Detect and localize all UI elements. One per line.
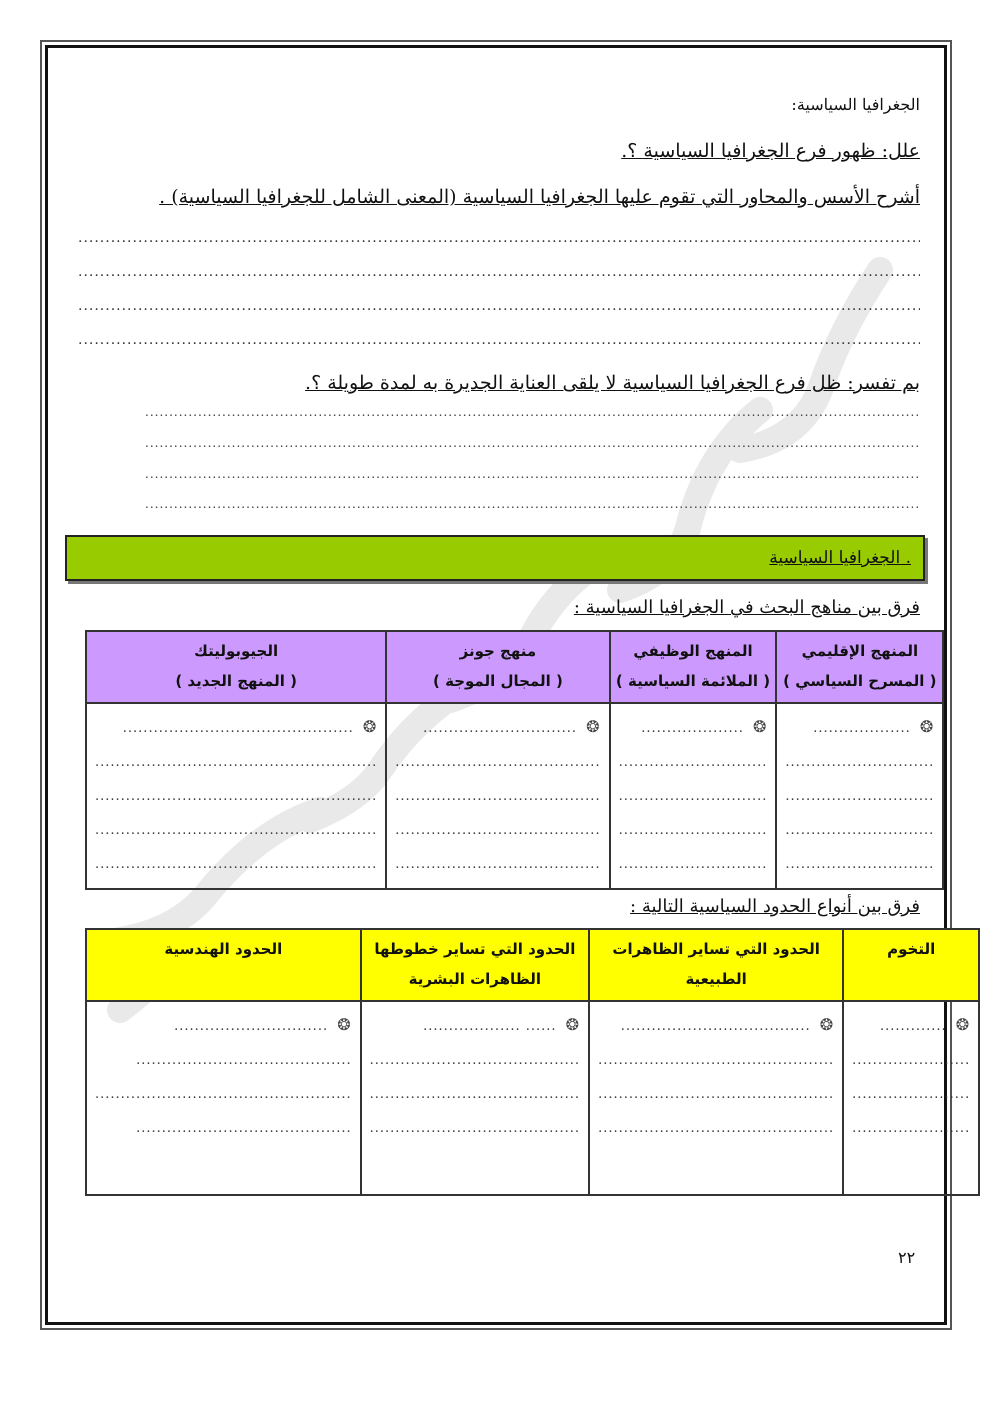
table-header: المنهج الإقليمي ( المسرح السياسي )	[776, 631, 943, 703]
answer-line	[78, 298, 920, 314]
answer-line	[78, 264, 920, 280]
table-cell: ❂ ..................................... .............................................. .............................................. ..............................................	[589, 1001, 843, 1195]
flower-bullet-icon: ❂	[586, 717, 601, 736]
flower-bullet-icon: ❂	[565, 1015, 581, 1034]
flower-bullet-icon: ❂	[337, 1015, 352, 1034]
borders-table	[85, 928, 980, 1196]
table-header: الحدود التي تساير خطوطها الظاهرات البشرية	[361, 929, 589, 1001]
table-header: المنهج الوظيفي ( الملائمة السياسية )	[610, 631, 777, 703]
answer-line	[145, 405, 920, 419]
flower-bullet-icon: ❂	[753, 717, 768, 736]
answer-line	[78, 230, 920, 246]
table-cell: ❂ .................... ............................. ............................. ............................. .............................	[610, 703, 777, 889]
table-header: الحدود التي تساير الظاهرات الطبيعية	[589, 929, 843, 1001]
section-heading: الجغرافيا السياسية:	[791, 95, 920, 114]
compare-2-title: فرق بين أنواع الحدود السياسية التالية :	[630, 896, 920, 917]
table-header: الجيوبوليتك ( المنهج الجديد )	[86, 631, 386, 703]
compare-1-title: فرق بين مناهج البحث في الجغرافيا السياسية :	[573, 597, 920, 618]
flower-bullet-icon: ❂	[955, 1015, 971, 1034]
question-1: علل: ظهور فرع الجغرافيا السياسية ؟.	[621, 140, 920, 162]
answer-line	[145, 436, 920, 450]
section-banner	[65, 535, 925, 581]
table-cell: ❂ ...... ................... ......................................... ......................................... .........................................	[361, 1001, 589, 1195]
answer-line	[145, 467, 920, 481]
answer-line	[78, 332, 920, 348]
table-header: الحدود الهندسية	[86, 929, 361, 1001]
section-banner-text: الجغرافيا السياسية .	[769, 548, 911, 568]
flower-bullet-icon: ❂	[919, 717, 935, 736]
table-cell: ❂ ................... ............................. ............................. ............................. .............................	[776, 703, 943, 889]
answer-line	[145, 497, 920, 511]
table-header: التخوم	[843, 929, 979, 1001]
table-cell: ❂ .............................. ........................................ ........................................ ........................................ ........................................	[386, 703, 609, 889]
methods-table	[85, 630, 944, 890]
page-number: ٢٢	[898, 1248, 916, 1267]
table-cell: ❂ .............................. .......................................... .................................................. ..........................................	[86, 1001, 361, 1195]
flower-bullet-icon: ❂	[819, 1015, 835, 1034]
table-cell: ❂ ............................................. ....................................................... ....................................................... ....................................................... .......................................................	[86, 703, 386, 889]
question-3: بم تفسر: ظل فرع الجغرافيا السياسية لا يلقى العناية الجديرة به لمدة طويلة ؟.	[305, 372, 920, 394]
question-2: أشرح الأسس والمحاور التي تقوم عليها الجغرافيا السياسية (المعنى الشامل للجغرافيا السياسية) .	[159, 186, 920, 208]
table-header: منهج جونز ( المجال الموجة )	[386, 631, 609, 703]
table-cell: ❂ ............. ....................... ....................... .......................	[843, 1001, 979, 1195]
flower-bullet-icon: ❂	[362, 717, 378, 736]
